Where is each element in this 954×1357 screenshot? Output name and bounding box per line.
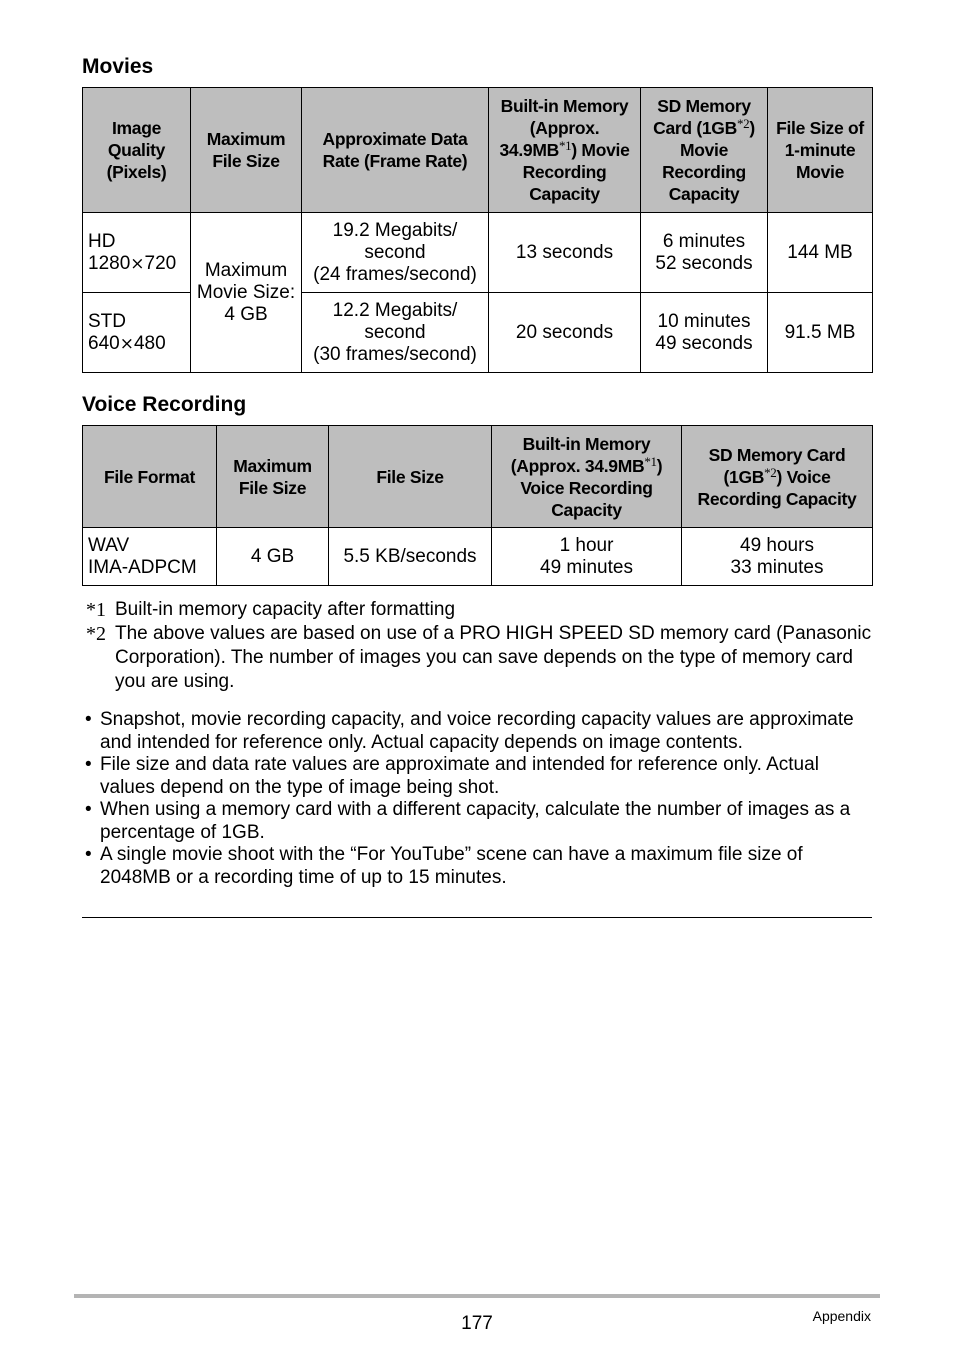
header-image-quality: Image Quality (Pixels): [83, 88, 191, 213]
footnote-2: [82, 622, 882, 694]
note-text: File size and data rate values are approximate and intended for reference only. Actual values depend on the type of image being shot.: [100, 754, 819, 798]
footer-section-label: Appendix: [812, 1308, 871, 1324]
header-file-format: File Format: [83, 426, 217, 528]
cell-file-size: 144 MB: [768, 213, 873, 293]
footnote-ref-2: *2: [736, 116, 750, 131]
header-builtin-capacity: Built-in Memory (Approx. 34.9MB$^{*1}$) Movie Recording Capacity: [489, 88, 641, 213]
footer-rule: [74, 1294, 880, 1298]
bullet: •: [85, 709, 92, 730]
note-text: Snapshot, movie recording capacity, and voice recording capacity values are approximate and intended for reference only. Actual capacity depends on image contents.: [100, 709, 854, 753]
footnote-text: Built-in memory capacity after formatting: [115, 599, 456, 620]
cell-sd: 49 hours 33 minutes: [682, 528, 873, 586]
page-number: 177: [461, 1313, 493, 1334]
voice-header-row: [83, 426, 873, 528]
cell-file-format: WAV IMA-ADPCM: [83, 528, 217, 586]
bullet: •: [85, 844, 92, 865]
list-item: [82, 754, 872, 799]
list-item: [82, 799, 872, 844]
header-maximum-file-size: Maximum File Size: [191, 88, 302, 213]
footnotes: [82, 598, 882, 694]
header-data-rate: Approximate Data Rate (Frame Rate): [302, 88, 489, 213]
cell-sd: 6 minutes 52 seconds: [641, 213, 768, 293]
header-builtin-capacity: Built-in Memory (Approx. 34.9MB$^{*1}$) Voice Recording Capacity: [492, 426, 682, 528]
notes-list: [82, 709, 872, 889]
cell-sd: 10 minutes 49 seconds: [641, 293, 768, 373]
list-item: [82, 709, 872, 754]
header-file-size-per-minute: File Size of 1-minute Movie: [768, 88, 873, 213]
voice-table: [82, 425, 873, 586]
cell-file-size: 5.5 KB/seconds: [329, 528, 492, 586]
section-divider: [82, 917, 872, 918]
footnote-mark: *2: [86, 623, 106, 645]
cell-quality: STD 640×480: [83, 293, 191, 373]
footnote-text: The above values are based on use of a PRO HIGH SPEED SD memory card (Panasonic Corporation). The number of images you can save depends on the type of memory card you are using.: [115, 623, 872, 692]
movies-table: [82, 87, 873, 373]
cell-builtin: 20 seconds: [489, 293, 641, 373]
movies-heading: Movies: [82, 55, 154, 78]
table-row: [83, 528, 873, 586]
footnote-1: [82, 598, 882, 622]
bullet: •: [85, 754, 92, 775]
movies-header-row: [83, 88, 873, 213]
cell-builtin: 1 hour 49 minutes: [492, 528, 682, 586]
voice-heading: Voice Recording: [82, 393, 247, 416]
footnote-ref-1: *1: [558, 138, 572, 153]
header-sd-capacity: SD Memory Card (1GB$^{*2}$) Voice Recording Capacity: [682, 426, 873, 528]
cell-file-size: 91.5 MB: [768, 293, 873, 373]
note-text: When using a memory card with a different capacity, calculate the number of images as a percentage of 1GB.: [100, 799, 851, 843]
table-row: [83, 213, 873, 293]
cell-builtin: 13 seconds: [489, 213, 641, 293]
cell-data-rate: 12.2 Megabits/ second (30 frames/second): [302, 293, 489, 373]
footnote-ref-1: *1: [644, 453, 657, 469]
header-maximum-file-size: Maximum File Size: [217, 426, 329, 528]
cell-data-rate: 19.2 Megabits/ second (24 frames/second): [302, 213, 489, 293]
note-text: A single movie shoot with the “For YouTube” scene can have a maximum file size of 2048MB or a recording time of up to 15 minutes.: [100, 844, 803, 888]
cell-quality: HD 1280×720: [83, 213, 191, 293]
cell-max-file-size: 4 GB: [217, 528, 329, 586]
list-item: [82, 844, 872, 889]
footnote-ref-2: *2: [764, 464, 777, 480]
cell-max-movie-size: Maximum Movie Size: 4 GB: [191, 213, 302, 373]
bullet: •: [85, 799, 92, 820]
header-file-size: File Size: [329, 426, 492, 528]
footnote-mark: *1: [86, 599, 106, 621]
header-sd-capacity: SD Memory Card (1GB$^{*2}$) Movie Recording Capacity: [641, 88, 768, 213]
